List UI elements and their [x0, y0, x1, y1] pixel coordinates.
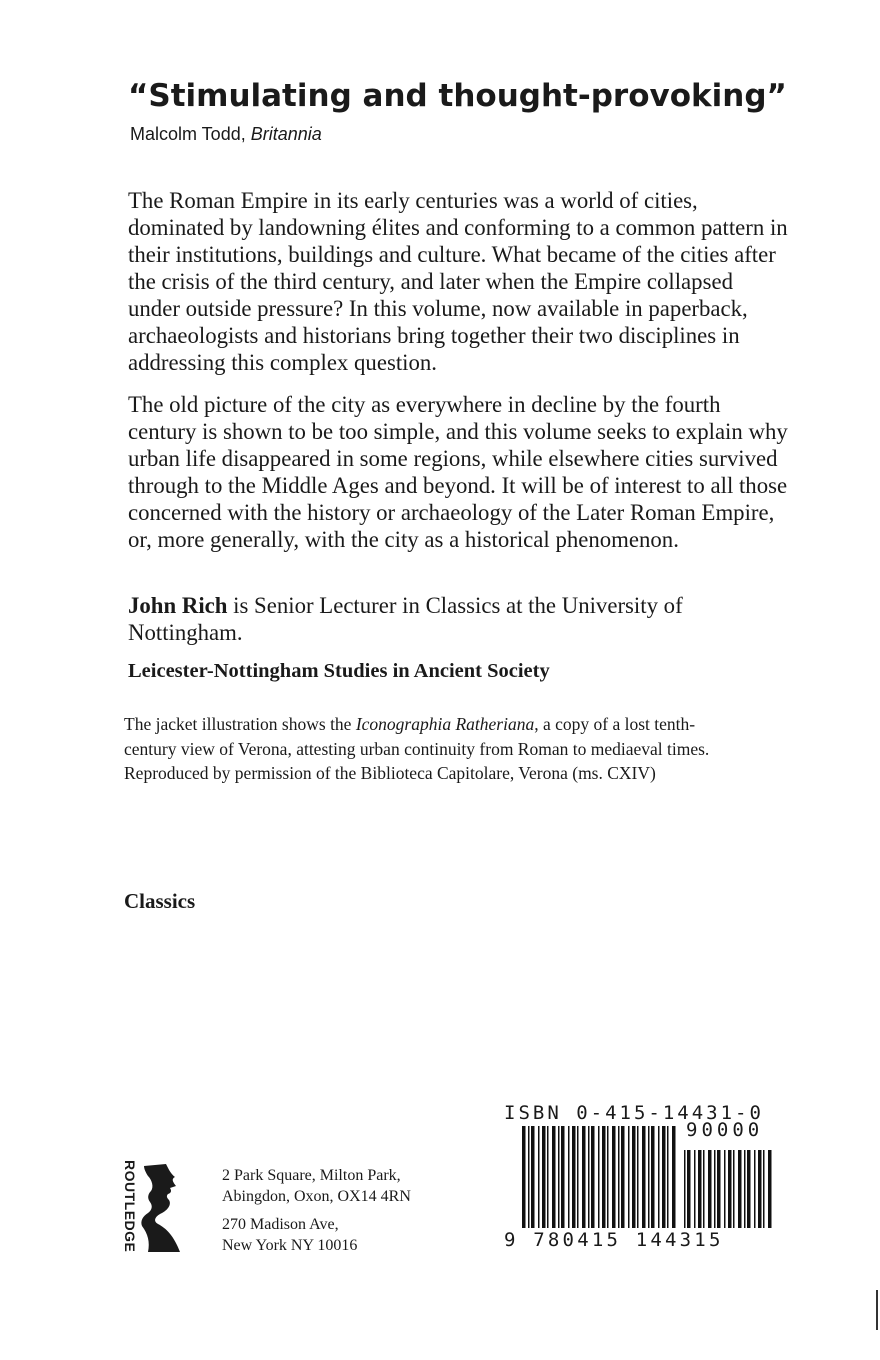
jacket-prefix: The jacket illustration shows the — [124, 714, 356, 734]
barcode-bar — [763, 1150, 765, 1228]
publisher-name: ROUTLEDGE — [122, 1160, 138, 1253]
publisher-address-uk — [222, 1165, 411, 1207]
barcode-bar — [568, 1126, 570, 1228]
series-name: Leicester-Nottingham Studies in Ancient Society — [128, 660, 550, 682]
routledge-profile-icon — [138, 1160, 186, 1256]
barcode-bar — [672, 1126, 676, 1228]
barcode-bar — [637, 1126, 639, 1228]
price-code-digits: 90000 — [686, 1119, 764, 1141]
publisher-logo — [116, 1160, 196, 1260]
description-paragraph-1: The Roman Empire in its early centuries was a world of cities, dominated by landowning élites and conforming to a common pattern in their institutions, buildings and culture. What became of the cities after the crisis of the third century, and later when the Empire collapsed under outside pressure? In this volume, now available in paperback, archaeologists and historians bring together their two disciplines in addressing this complex question. — [128, 188, 788, 375]
barcode-bar — [612, 1126, 616, 1228]
barcode-bar — [747, 1150, 751, 1228]
barcode-bar — [724, 1150, 726, 1228]
publisher-address-us — [222, 1214, 357, 1256]
barcode-bar — [662, 1126, 666, 1228]
barcode-bar — [547, 1126, 549, 1228]
address-us-line-2: New York NY 10016 — [222, 1237, 358, 1254]
review-author: Malcolm Todd, — [130, 124, 251, 144]
barcode-bar — [598, 1126, 600, 1228]
barcode-bar — [607, 1126, 609, 1228]
barcode-bar — [708, 1150, 712, 1228]
barcode-bar — [648, 1126, 650, 1228]
barcode-bar — [522, 1126, 526, 1228]
barcode-bar — [542, 1126, 546, 1228]
review-source: Britannia — [250, 124, 322, 144]
barcode-bar — [531, 1126, 535, 1228]
barcode-bar — [698, 1150, 702, 1228]
barcode-bar — [738, 1150, 742, 1228]
jacket-rest: , a copy of a lost tenth-century view of Verona, attesting urban continuity from Roman to mediaeval times. Reproduced by permission of the Biblioteca Capitolare, Verona (ms. CXIV) — [124, 714, 710, 783]
barcode-bar — [618, 1126, 620, 1228]
barcode-bar — [687, 1150, 691, 1228]
barcode-bar — [572, 1126, 576, 1228]
barcode-bar — [694, 1150, 696, 1228]
review-quote: “Stimulating and thought-provoking” — [128, 78, 787, 114]
jacket-title: Iconographia Ratheriana — [355, 714, 535, 734]
isbn-text: ISBN 0-415-14431-0 — [504, 1102, 764, 1124]
barcode-bar — [703, 1150, 705, 1228]
barcode-bar — [561, 1126, 565, 1228]
barcode-bar — [684, 1150, 686, 1228]
barcode-bar — [667, 1126, 669, 1228]
barcode-bar — [714, 1150, 716, 1228]
barcode-bar — [651, 1126, 655, 1228]
barcode-bar — [582, 1126, 586, 1228]
description-paragraph-2: The old picture of the city as everywhere in decline by the fourth century is shown to be too simple, and this volume seeks to explain why urban life disappeared in some regions, while elsewhere cities survived through to the Middle Ages and beyond. It will be of interest to all those concerned with the history or archaeology of the Later Roman Empire, or, more generally, with the city as a historical phenomenon. — [128, 392, 788, 552]
barcode-bar — [768, 1150, 772, 1228]
barcode-bar — [728, 1150, 732, 1228]
barcode-bar — [591, 1126, 595, 1228]
barcode-bar — [621, 1126, 625, 1228]
barcode-bar — [552, 1126, 556, 1228]
barcode-bar — [733, 1150, 735, 1228]
barcode-bar — [602, 1126, 606, 1228]
jacket-illustration-note — [124, 712, 744, 786]
barcode-bar — [558, 1126, 560, 1228]
review-attribution — [130, 124, 322, 145]
barcode-bar — [758, 1150, 762, 1228]
ean-digits: 9 780415 144315 — [504, 1229, 724, 1251]
editor-bio — [128, 592, 788, 646]
edge-mark — [876, 1290, 878, 1330]
barcode-bar — [628, 1126, 630, 1228]
address-uk-line-1: 2 Park Square, Milton Park, — [222, 1167, 401, 1184]
barcode-bar — [528, 1126, 530, 1228]
category-label: Classics — [124, 889, 196, 913]
address-uk-line-2: Abingdon, Oxon, OX14 4RN — [222, 1188, 411, 1205]
barcode-bar — [632, 1126, 636, 1228]
barcode-bar — [642, 1126, 646, 1228]
barcode-bar — [658, 1126, 660, 1228]
address-us-line-1: 270 Madison Ave, — [222, 1216, 339, 1233]
barcode-bar — [717, 1150, 721, 1228]
barcode-bar — [754, 1150, 756, 1228]
barcode-bar — [744, 1150, 746, 1228]
editor-bio-text: is Senior Lecturer in Classics at the University of Nottingham. — [128, 593, 683, 645]
editor-name: John Rich — [128, 593, 228, 618]
barcode-bar — [588, 1126, 590, 1228]
barcode-bar — [538, 1126, 540, 1228]
barcode-bar — [577, 1126, 579, 1228]
